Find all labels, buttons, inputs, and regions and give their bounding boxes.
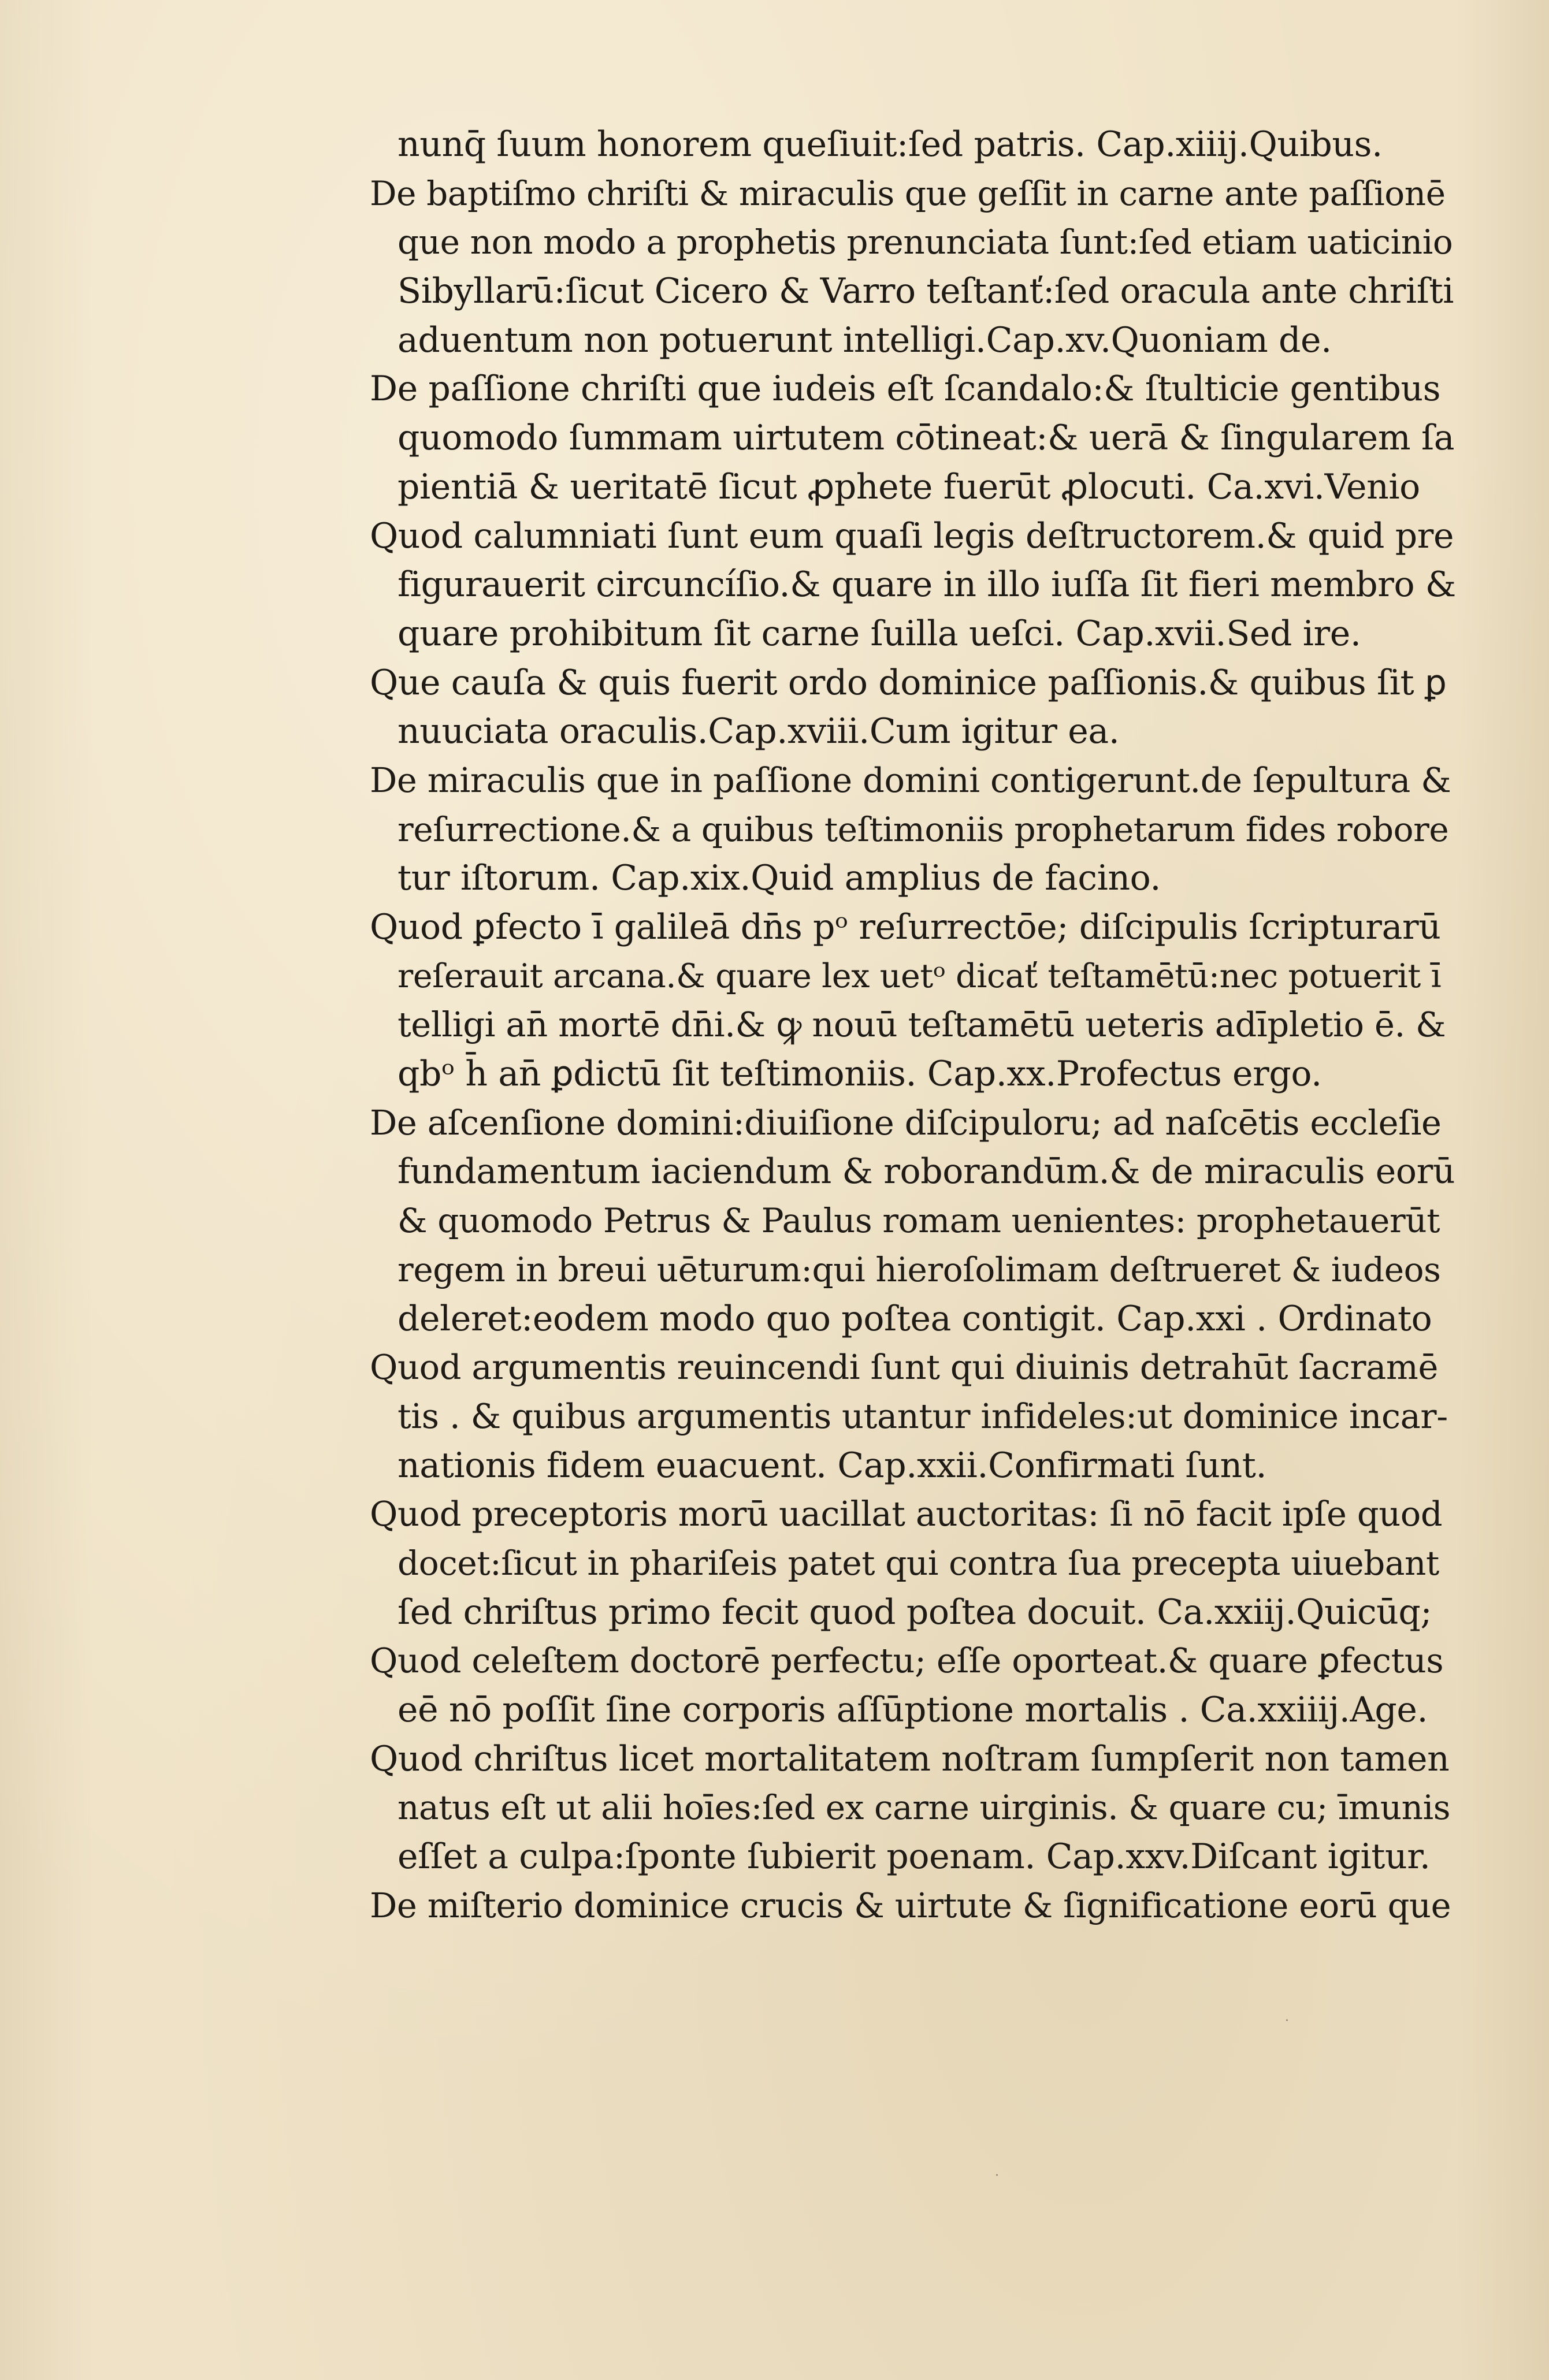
text-line: aduentum non potuerunt intelligi.Cap.xv.Quoniam de.	[398, 319, 1332, 360]
text-line: De miſterio dominice crucis & uirtute & ſignificatione eorū que	[370, 1885, 1451, 1925]
text-line: regem in breui uēturum:qui hieroſolimam deſtrueret & iudeos	[398, 1250, 1441, 1289]
text-line: Quod ꝑfecto ī galileā dn̄s pᵒ reſurrectōe; diſcipulis ſcripturarū	[370, 907, 1441, 947]
text-line: Quod chriſtus licet mortalitatem noſtram ſumpſerit non tamen	[370, 1738, 1450, 1779]
text-line: Quod celeſtem doctorē perfectu; eſſe oporteat.& quare ꝑfectus	[370, 1641, 1444, 1681]
text-line: Que cauſa & quis fuerit ordo dominice paſſionis.& quibus ſit ꝑ	[370, 662, 1447, 703]
text-line: fundamentum iaciendum & roborandūm.& de miraculis eorū	[398, 1151, 1455, 1192]
text-line: tis . & quibus argumentis utantur infideles:ut dominice incar-	[398, 1396, 1448, 1436]
text-line: quare prohibitum ſit carne ſuilla ueſci. Cap.xvii.Sed ire.	[398, 613, 1361, 654]
text-line: eſſet a culpa:ſponte ſubierit poenam. Cap.xxv.Diſcant igitur.	[398, 1836, 1431, 1877]
text-line: tur iſtorum. Cap.xix.Quid amplius de facino.	[398, 858, 1161, 899]
text-line: ſed chriſtus primo fecit quod poſtea docuit. Ca.xxiij.Quicūq;	[398, 1591, 1432, 1632]
text-line: Quod preceptoris morū uacillat auctoritas: ſi nō facit ipſe quod	[370, 1494, 1443, 1534]
text-line: telligi an̄ mortē dn̄i.& ꝙ nouū teſtamētū ueteris adīpletio ē. &	[398, 1005, 1446, 1045]
text-line: deleret:eodem modo quo poſtea contigit. Cap.xxi . Ordinato	[398, 1298, 1432, 1339]
text-line: nationis fidem euacuent. Cap.xxii.Confirmati ſunt.	[398, 1445, 1267, 1486]
text-line: que non modo a prophetis prenunciata ſunt:ſed etiam uaticinio	[398, 222, 1453, 262]
text-line: natus eſt ut alii hoīes:ſed ex carne uirginis. & quare cu; īmunis	[398, 1788, 1451, 1828]
text-line: & quomodo Petrus & Paulus romam uenientes: prophetauerūt	[398, 1201, 1440, 1241]
text-line: Quod argumentis reuincendi ſunt qui diuinis detrahūt ſacramē	[370, 1347, 1438, 1388]
ink-speck: ·	[1285, 2014, 1289, 2028]
text-line: reſurrectione.& a quibus teſtimoniis prophetarum fides robore	[398, 809, 1449, 849]
text-line: De miraculis que in paſſione domini contigerunt.de ſepultura &	[370, 760, 1451, 800]
text-line: De aſcenſione domini:diuiſione diſcipuloru; ad naſcētis eccleſie	[370, 1102, 1442, 1143]
text-line: eē nō poſſit ſine corporis aſſūptione mortalis . Ca.xxiiij.Age.	[398, 1690, 1428, 1730]
text-line: nunq̄ ſuum honorem queſiuit:ſed patris. Cap.xiiij.Quibus.	[398, 124, 1383, 165]
text-line: quomodo ſummam uirtutem cōtineat:& uerā & ſingularem ſa	[398, 418, 1455, 459]
text-line: reſerauit arcana.& quare lex uetᵒ dicať teſtamētū:nec potuerit ī	[398, 957, 1442, 995]
ink-speck: ·	[995, 2169, 999, 2183]
text-line: Sibyllarū:ſicut Cicero & Varro teſtanť:ſed oracula ante chriſti	[398, 271, 1454, 312]
text-line: nuuciata oraculis.Cap.xviii.Cum igitur ea.	[398, 711, 1120, 752]
text-line: docet:ſicut in phariſeis patet qui contra ſua precepta uiuebant	[398, 1543, 1439, 1583]
text-line: Quod calumniati ſunt eum quaſi legis deſtructorem.& quid pre	[370, 515, 1454, 556]
text-line: De baptiſmo chriſti & miraculis que geſſit in carne ante paſſionē	[370, 173, 1446, 213]
text-line: figurauerit circuncíſio.& quare in illo iuſſa ſit fieri membro &	[398, 564, 1456, 605]
chapter-index-text	[370, 120, 1456, 1930]
text-line: De paſſione chriſti que iudeis eſt ſcandalo:& ſtulticie gentibus	[370, 369, 1441, 410]
text-line: pientiā & ueritatē ſicut ꝓphete fuerūt ꝓlocuti. Ca.xvi.Venio	[398, 466, 1420, 507]
text-line: qbᵒ h̄ an̄ ꝑdictū ſit teſtimoniis. Cap.xx.Profectus ergo.	[398, 1054, 1322, 1095]
